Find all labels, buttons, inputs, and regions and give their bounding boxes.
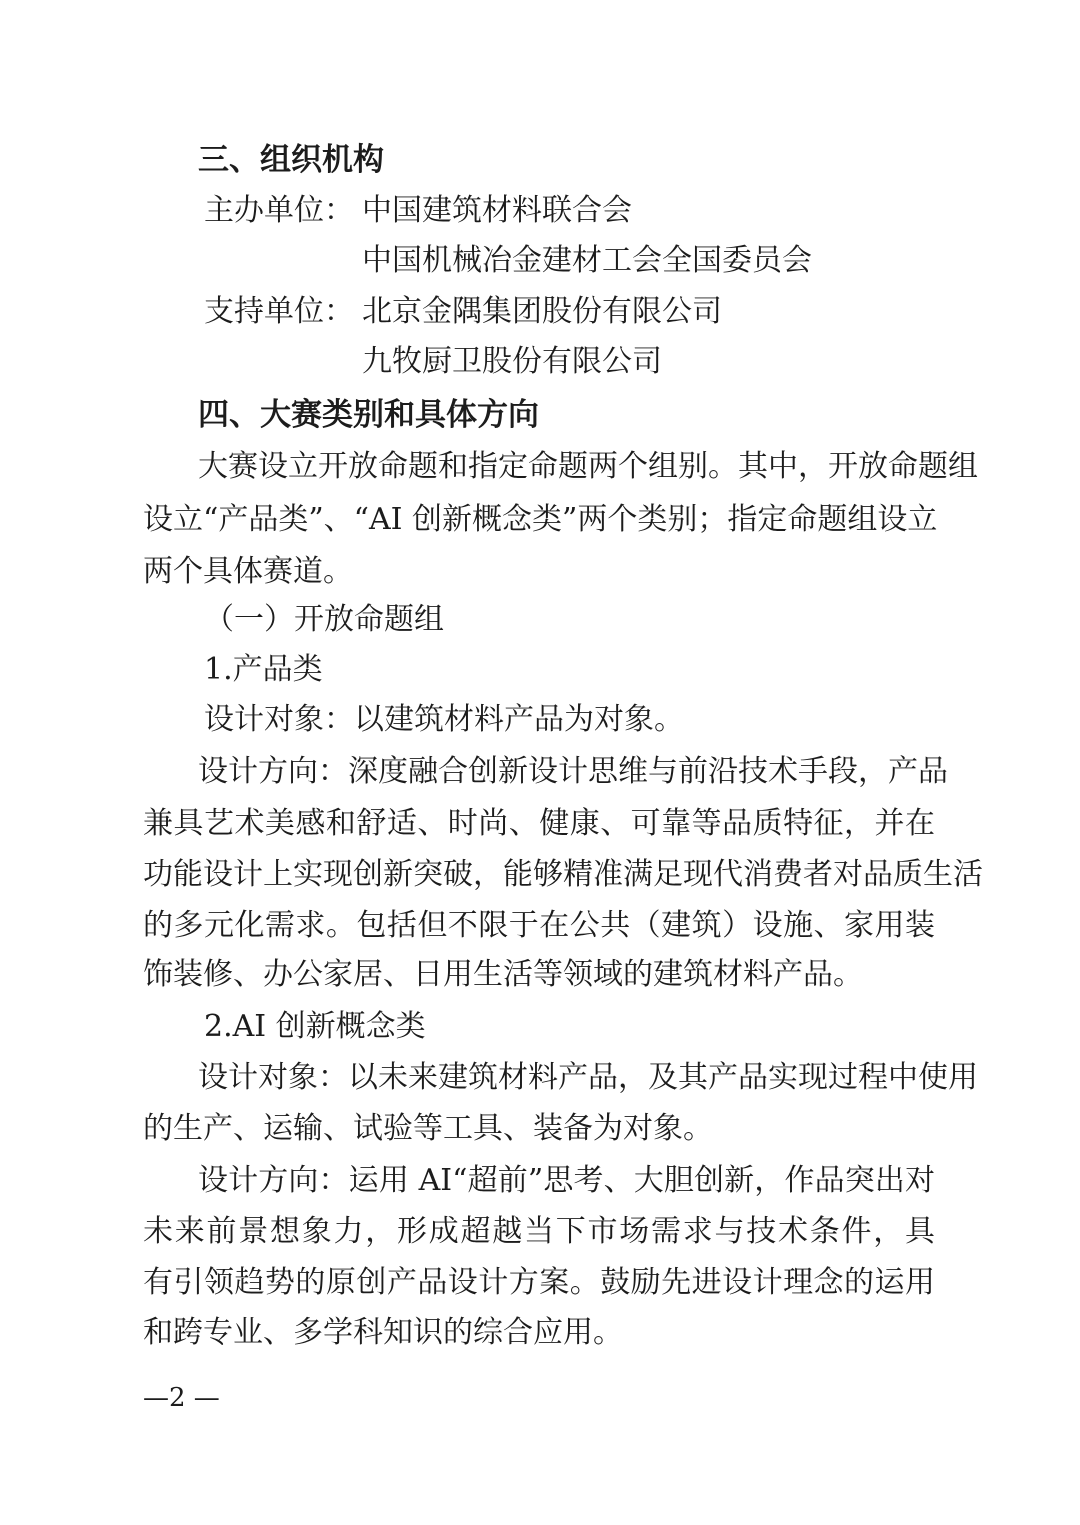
product-direction-line-1: 设计方向：深度融合创新设计思维与前沿技术手段，产品 bbox=[198, 754, 948, 789]
ai-direction-line-3: 有引领趋势的原创产品设计方案。鼓励先进设计理念的运用 bbox=[143, 1265, 935, 1300]
host-organizer-2: 中国机械冶金建材工会全国委员会 bbox=[362, 243, 812, 278]
category-title-product: 1.产品类 bbox=[204, 652, 323, 687]
product-design-object: 设计对象：以建筑材料产品为对象。 bbox=[204, 702, 684, 737]
support-label: 支持单位： bbox=[204, 294, 354, 329]
product-direction-line-3: 功能设计上实现创新突破，能够精准满足现代消费者对品质生活 bbox=[143, 857, 983, 892]
section-heading-organization: 三、组织机构 bbox=[198, 142, 384, 178]
product-direction-line-5: 饰装修、办公家居、日用生活等领域的建筑材料产品。 bbox=[143, 957, 863, 992]
support-organizer-2: 九牧厨卫股份有限公司 bbox=[362, 344, 662, 379]
group-heading-open: （一）开放命题组 bbox=[204, 602, 444, 637]
category-title-ai: 2.AI 创新概念类 bbox=[204, 1009, 426, 1044]
page-number: —2 — bbox=[143, 1383, 220, 1413]
product-direction-line-2: 兼具艺术美感和舒适、时尚、健康、可靠等品质特征，并在 bbox=[143, 806, 935, 841]
product-direction-line-4: 的多元化需求。包括但不限于在公共（建筑）设施、家用装 bbox=[143, 908, 935, 943]
support-organizer-1: 北京金隅集团股份有限公司 bbox=[362, 294, 722, 329]
intro-line-1: 大赛设立开放命题和指定命题两个组别。其中，开放命题组 bbox=[198, 449, 978, 484]
intro-line-3: 两个具体赛道。 bbox=[143, 554, 353, 589]
ai-object-line-2: 的生产、运输、试验等工具、装备为对象。 bbox=[143, 1111, 713, 1146]
intro-line-2: 设立“产品类”、“AI 创新概念类”两个类别；指定命题组设立 bbox=[143, 502, 938, 537]
host-label: 主办单位： bbox=[204, 193, 354, 228]
ai-direction-line-1: 设计方向：运用 AI“超前”思考、大胆创新，作品突出对 bbox=[198, 1163, 935, 1198]
ai-object-line-1: 设计对象：以未来建筑材料产品，及其产品实现过程中使用 bbox=[198, 1060, 978, 1095]
section-heading-categories: 四、大赛类别和具体方向 bbox=[198, 397, 539, 433]
ai-direction-line-2: 未来前景想象力，形成超越当下市场需求与技术条件，具 bbox=[143, 1214, 935, 1249]
host-organizer-1: 中国建筑材料联合会 bbox=[362, 193, 632, 228]
ai-direction-line-4: 和跨专业、多学科知识的综合应用。 bbox=[143, 1315, 623, 1350]
